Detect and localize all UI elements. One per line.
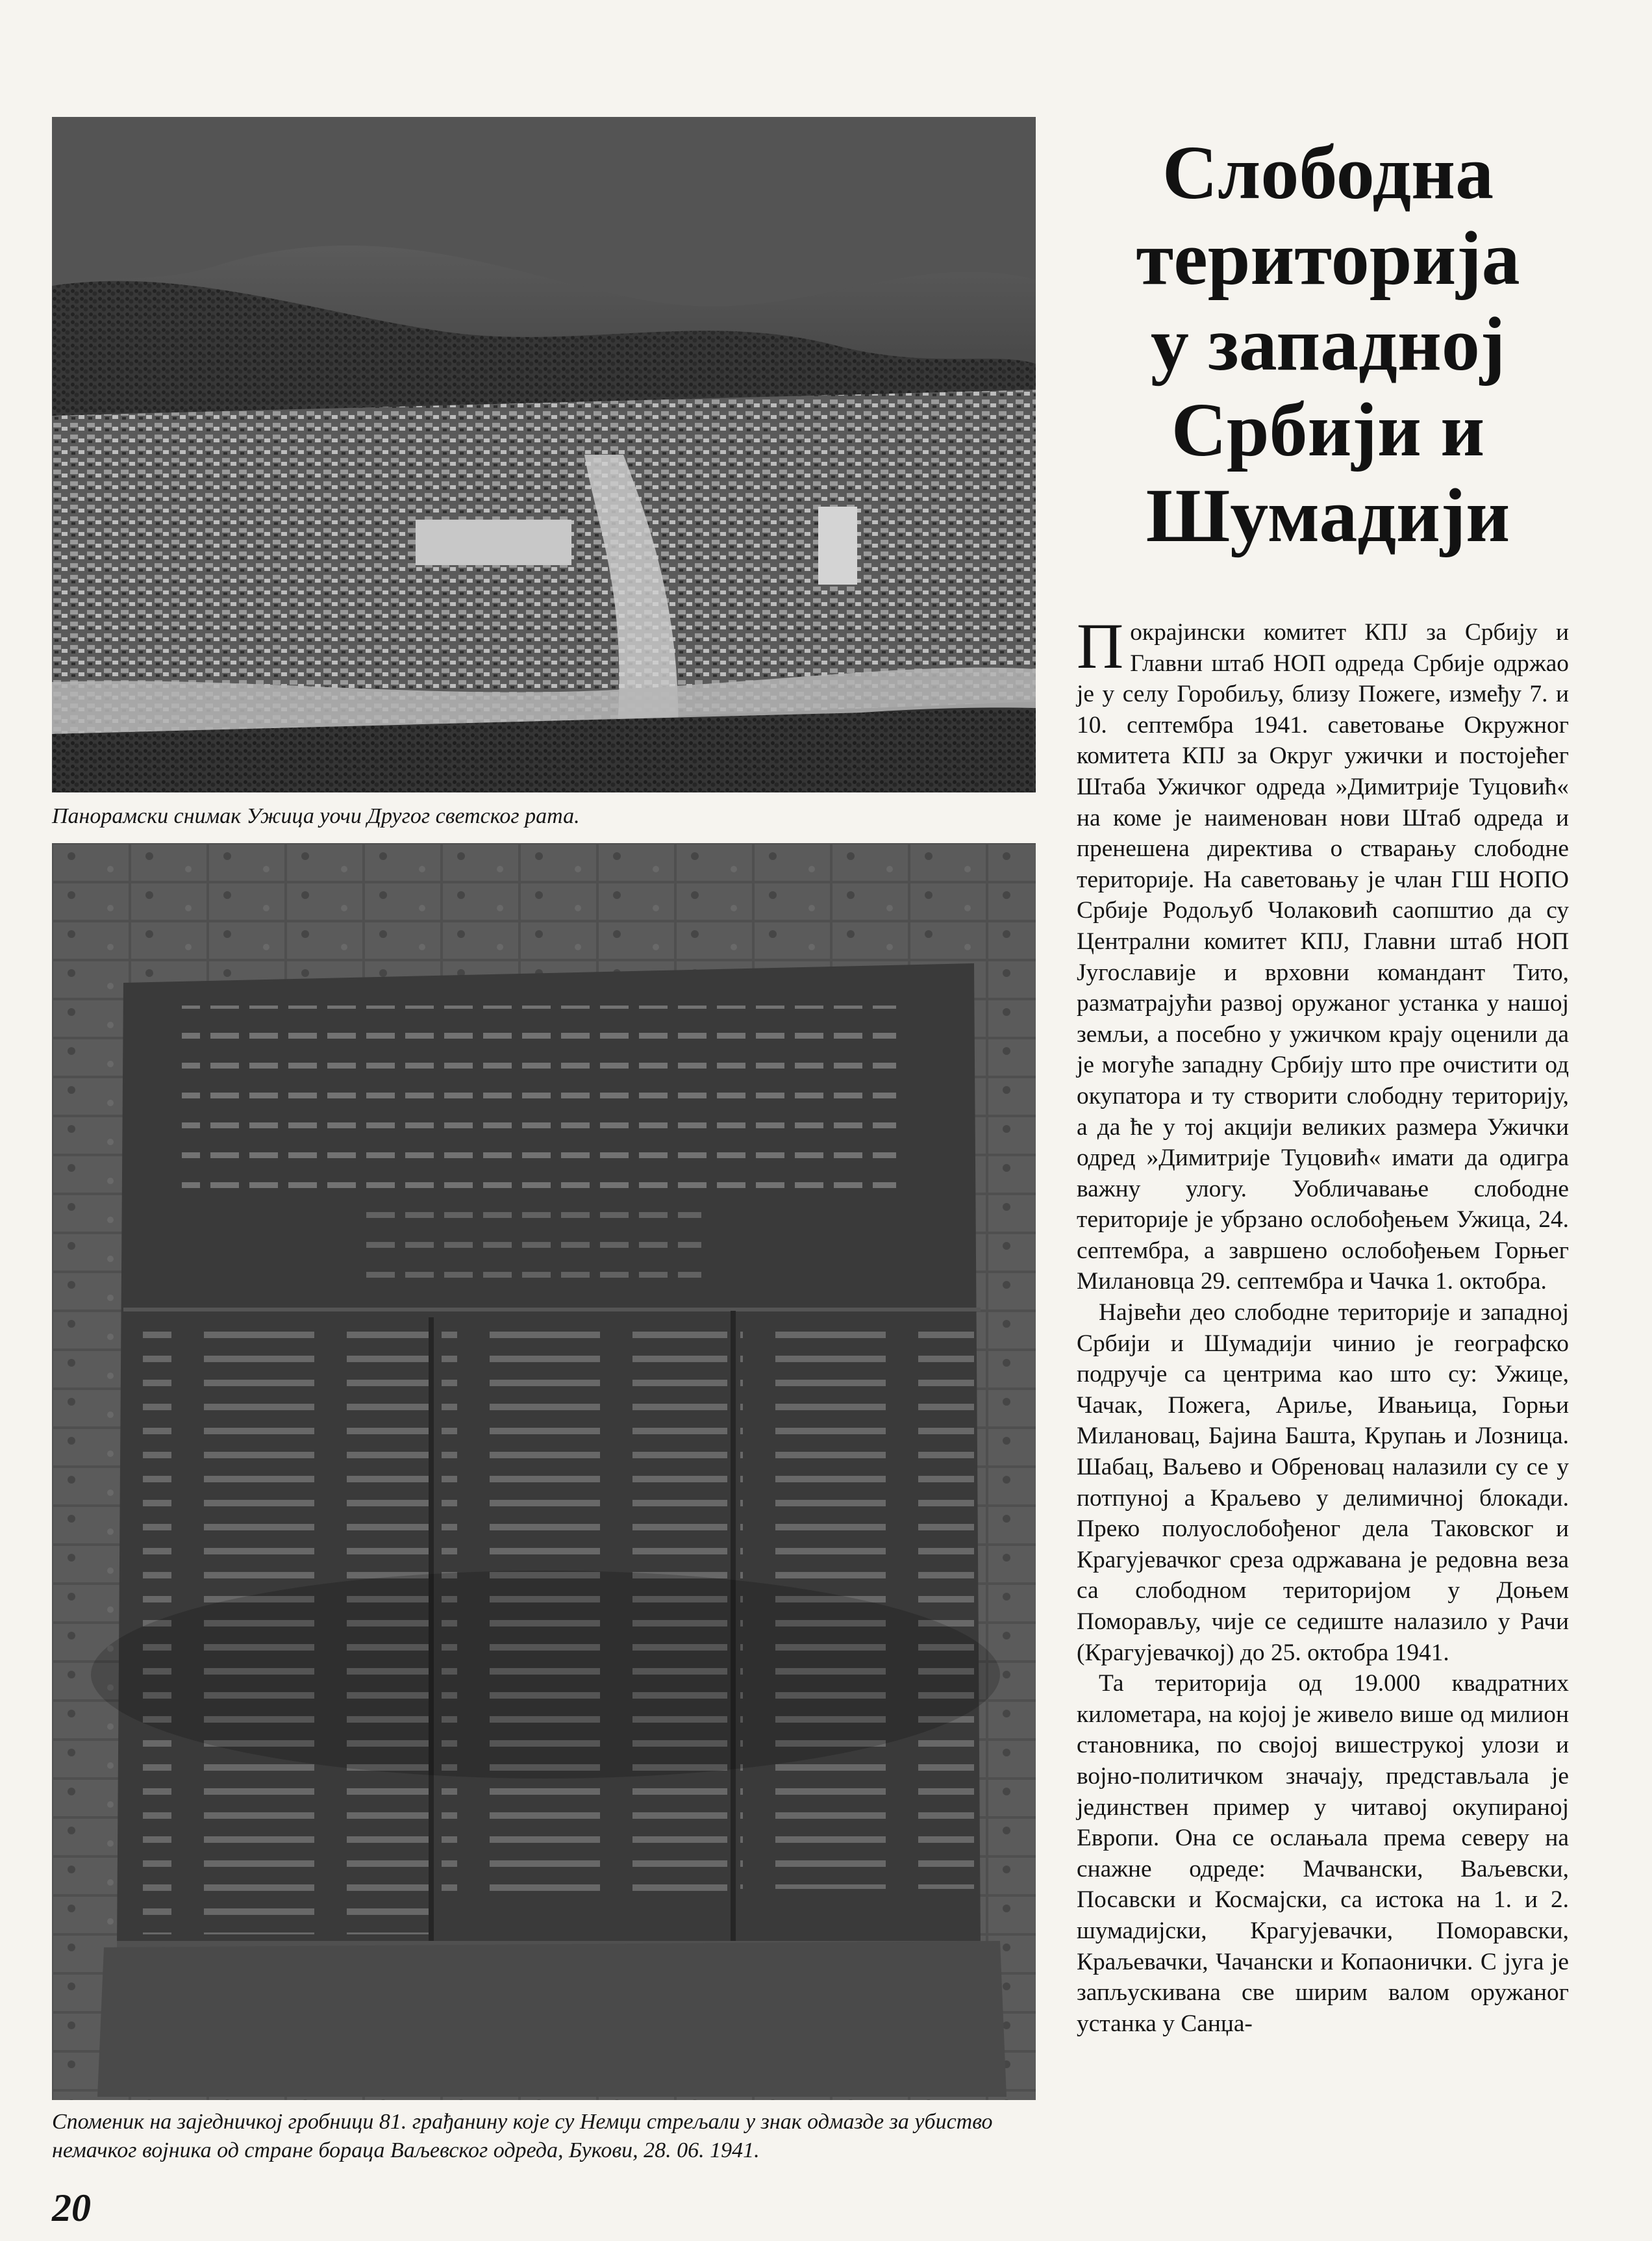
article-paragraph: Та територија од 19.000 квадратних километара, на којој је живело више од милион становника, по својој вишеструкој улози и војно-политичком значају, представљала је јединствен пример у читавој окупираној Европи. Она се ослањала према северу на снажне одреде: Мачвански, Ваљевски, Посавски и Космајски, са истока на 1. и 2. шумадијски, Крагујевачки, Поморавски, Краљевачки, Чачански и Копаонички. С југа је запљускивана све ширим валом оружаног устанка у Санџа- (1077, 1670, 1569, 2037)
article-body (1077, 610, 1569, 2039)
memorial-caption: Споменик на заједничкој гробници 81. грађанину које су Немци стрељали у знак одмазде за убиство немачког војника од стране бораца Ваљевског одреда, Букови, 28. 06. 1941. (52, 2110, 993, 2162)
article-title (1075, 130, 1581, 559)
title-line: територија (1136, 216, 1520, 301)
panorama-image (52, 117, 1036, 792)
title-line: Шумадији (1145, 473, 1510, 558)
title-line: Слободна (1162, 130, 1494, 215)
panorama-photo (52, 117, 1036, 792)
article-paragraph: Највећи део слободне територије и западној Србији и Шумадији чинио је географско подручје са центрима као што су: Ужице, Чачак, Пожега, Ариље, Ивањица, Горњи Милановац, Бајина Башта, Крупањ и Лозница. Шабац, Ваљево и Обреновац налазили су се у потпуној а Краљево у делимичној блокади. Преко полуослобођеног дела Таковског и Крагујевачког среза одржавана је редовна веза са слободном територијом у Доњем Поморављу, чије се седиште налазило у Рачи (Крагујевачкој) до 25. октобра 1941. (1077, 1299, 1569, 1666)
title-line: у западној (1150, 301, 1506, 386)
memorial-image (52, 843, 1036, 2100)
memorial-photo (52, 843, 1036, 2100)
panorama-caption: Панорамски снимак Ужица уочи Другог светског рата. (52, 804, 580, 828)
title-line: Србији и (1171, 387, 1485, 472)
page-number: 20 (52, 2186, 91, 2229)
drop-cap: П (1077, 610, 1124, 682)
article-paragraph (1077, 610, 1569, 1297)
paragraph-text: окрајински комитет КПЈ за Србију и Главни штаб НОП одреда Србије одржао је у селу Горобиљу, близу Пожеге, између 7. и 10. септембра 1941. саветовање Окружног комитета КПЈ за Округ ужички и постојећег Штаба Ужичког одреда »Димитрије Туцовић« на коме је наименован нови Штаб одреда и пренешена директива о стварању слободне територије. На саветовању је члан ГШ НОПО Србије Родољуб Чолаковић саопштио да су Централни комитет КПЈ, Главни штаб НОП Југославије и врховни командант Тито, разматрајући развој оружаног устанка у нашој земљи, а посебно у ужичком крају оценили да је могуће западну Србију што пре очистити од окупатора и ту створити слободну територију, а да ће у тој акцији великих размера Ужички одред »Димитрије Туцовић« имати да одигра важну улогу. Уобличавање слободне територије је убрзано ослобођењем Ужица, 24. септембра, а завршено ослобођењем Горњег Милановца 29. септембра и Чачка 1. октобра. (1077, 619, 1569, 1295)
